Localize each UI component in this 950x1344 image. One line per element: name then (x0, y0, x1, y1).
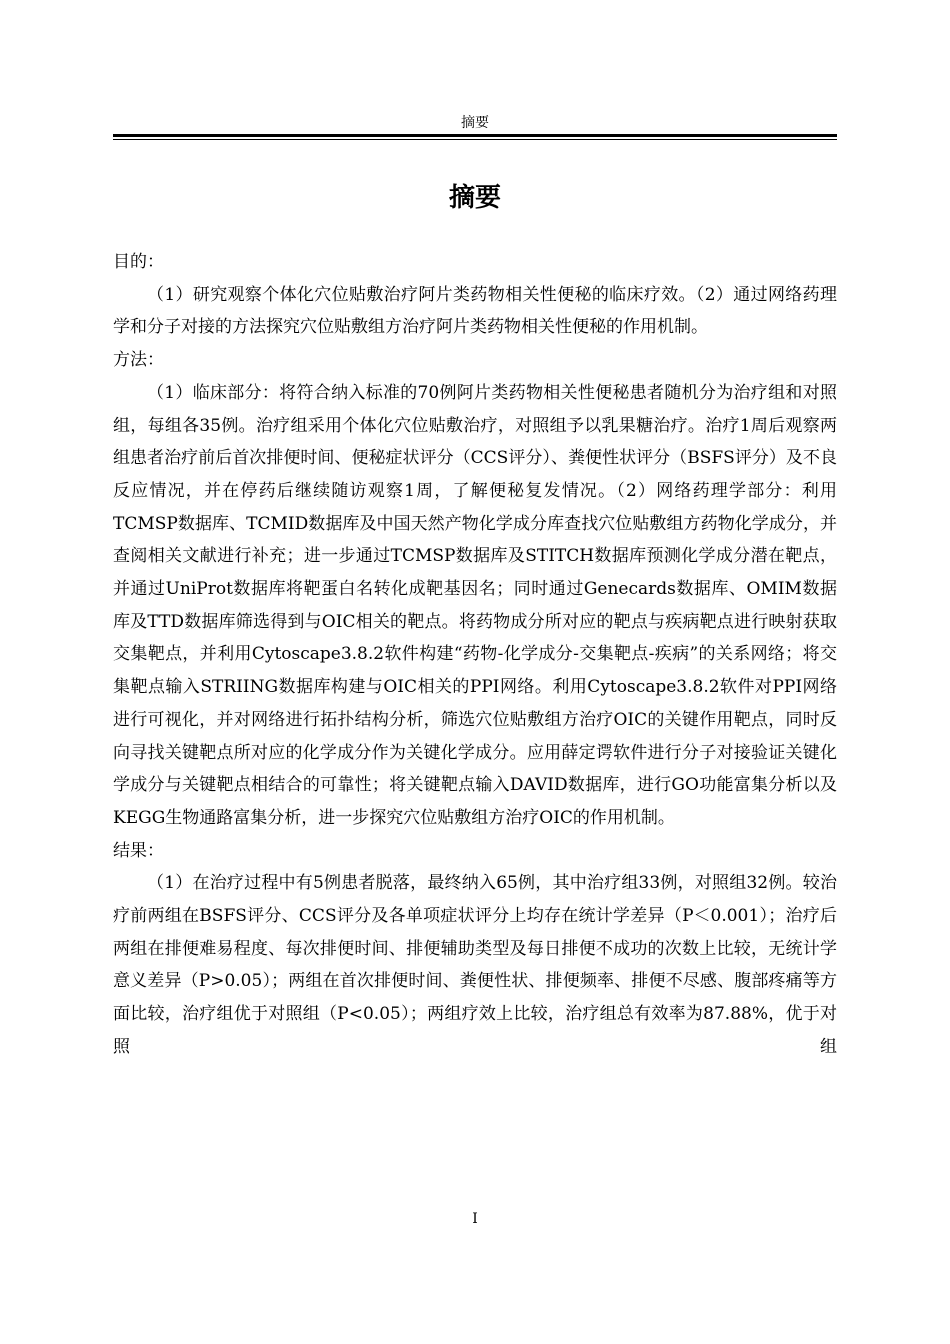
section-label-methods: 方法： (113, 350, 164, 371)
methods-paragraph: （1）临床部分：将符合纳入标准的70例阿片类药物相关性便秘患者随机分为治疗组和对照组，每组各35例。治疗组采用个体化穴位贴敷治疗，对照组予以乳果糖治疗。治疗1周后观察两组患者治疗前后首次排便时间、便秘症状评分（CCS评分）、粪便性状评分（BSFS评分）及不良反应情况，并在停药后继续随访观察1周，了解便秘复发情况。（2）网络药理学部分：利用TCMSP数据库、TCMID数据库及中国天然产物化学成分库查找穴位贴敷组方药物化学成分，并查阅相关文献进行补充；进一步通过TCMSP数据库及STITCH数据库预测化学成分潜在靶点，并通过UniProt数据库将靶蛋白名转化成靶基因名；同时通过Genecards数据库、OMIM数据库及TTD数据库筛选得到与OIC相关的靶点。将药物成分所对应的靶点与疾病靶点进行映射获取交集靶点，并利用Cytoscape3.8.2软件构建“药物-化学成分-交集靶点-疾病”的关系网络；将交集靶点输入STRIING数据库构建与OIC相关的PPI网络。利用Cytoscape3.8.2软件对PPI网络进行可视化，并对网络进行拓扑结构分析，筛选穴位贴敷组方治疗OIC的关键作用靶点，同时反向寻找关键靶点所对应的化学成分作为关键化学成分。应用薛定谔软件进行分子对接验证关键化学成分与关键靶点相结合的可靠性；将关键靶点输入DAVID数据库，进行GO功能富集分析以及KEGG生物通路富集分析，进一步探究穴位贴敷组方治疗OIC的作用机制。 (113, 382, 837, 828)
section-label-results: 结果： (113, 840, 164, 861)
abstract-body (113, 246, 837, 1064)
section-label-purpose: 目的： (113, 252, 164, 272)
results-paragraph: （1）在治疗过程中有5例患者脱落，最终纳入65例，其中治疗组33例，对照组32例。较治疗前两组在BSFS评分、CCS评分及各单项症状评分上均存在统计学差异（P＜0.001）；治疗后两组在排便难易程度、每次排便时间、排便辅助类型及每日排便不成功的次数上比较，无统计学意义差异（P>0.05）；两组在首次排便时间、粪便性状、排便频率、排便不尽感、腹部疼痛等方面比较，治疗组优于对照组（P<0.05）；两组疗效上比较，治疗组总有效率为87.88%，优于对照组 (113, 873, 837, 1057)
header-rule-thick (113, 134, 837, 137)
header-rule-thin (113, 139, 837, 140)
page-number: I (472, 1211, 478, 1227)
purpose-paragraph: （1）研究观察个体化穴位贴敷治疗阿片类药物相关性便秘的临床疗效。（2）通过网络药理学和分子对接的方法探究穴位贴敷组方治疗阿片类药物相关性便秘的作用机制。 (113, 284, 837, 338)
page-title: 摘要 (448, 183, 501, 213)
running-header: 摘要 (461, 115, 489, 131)
